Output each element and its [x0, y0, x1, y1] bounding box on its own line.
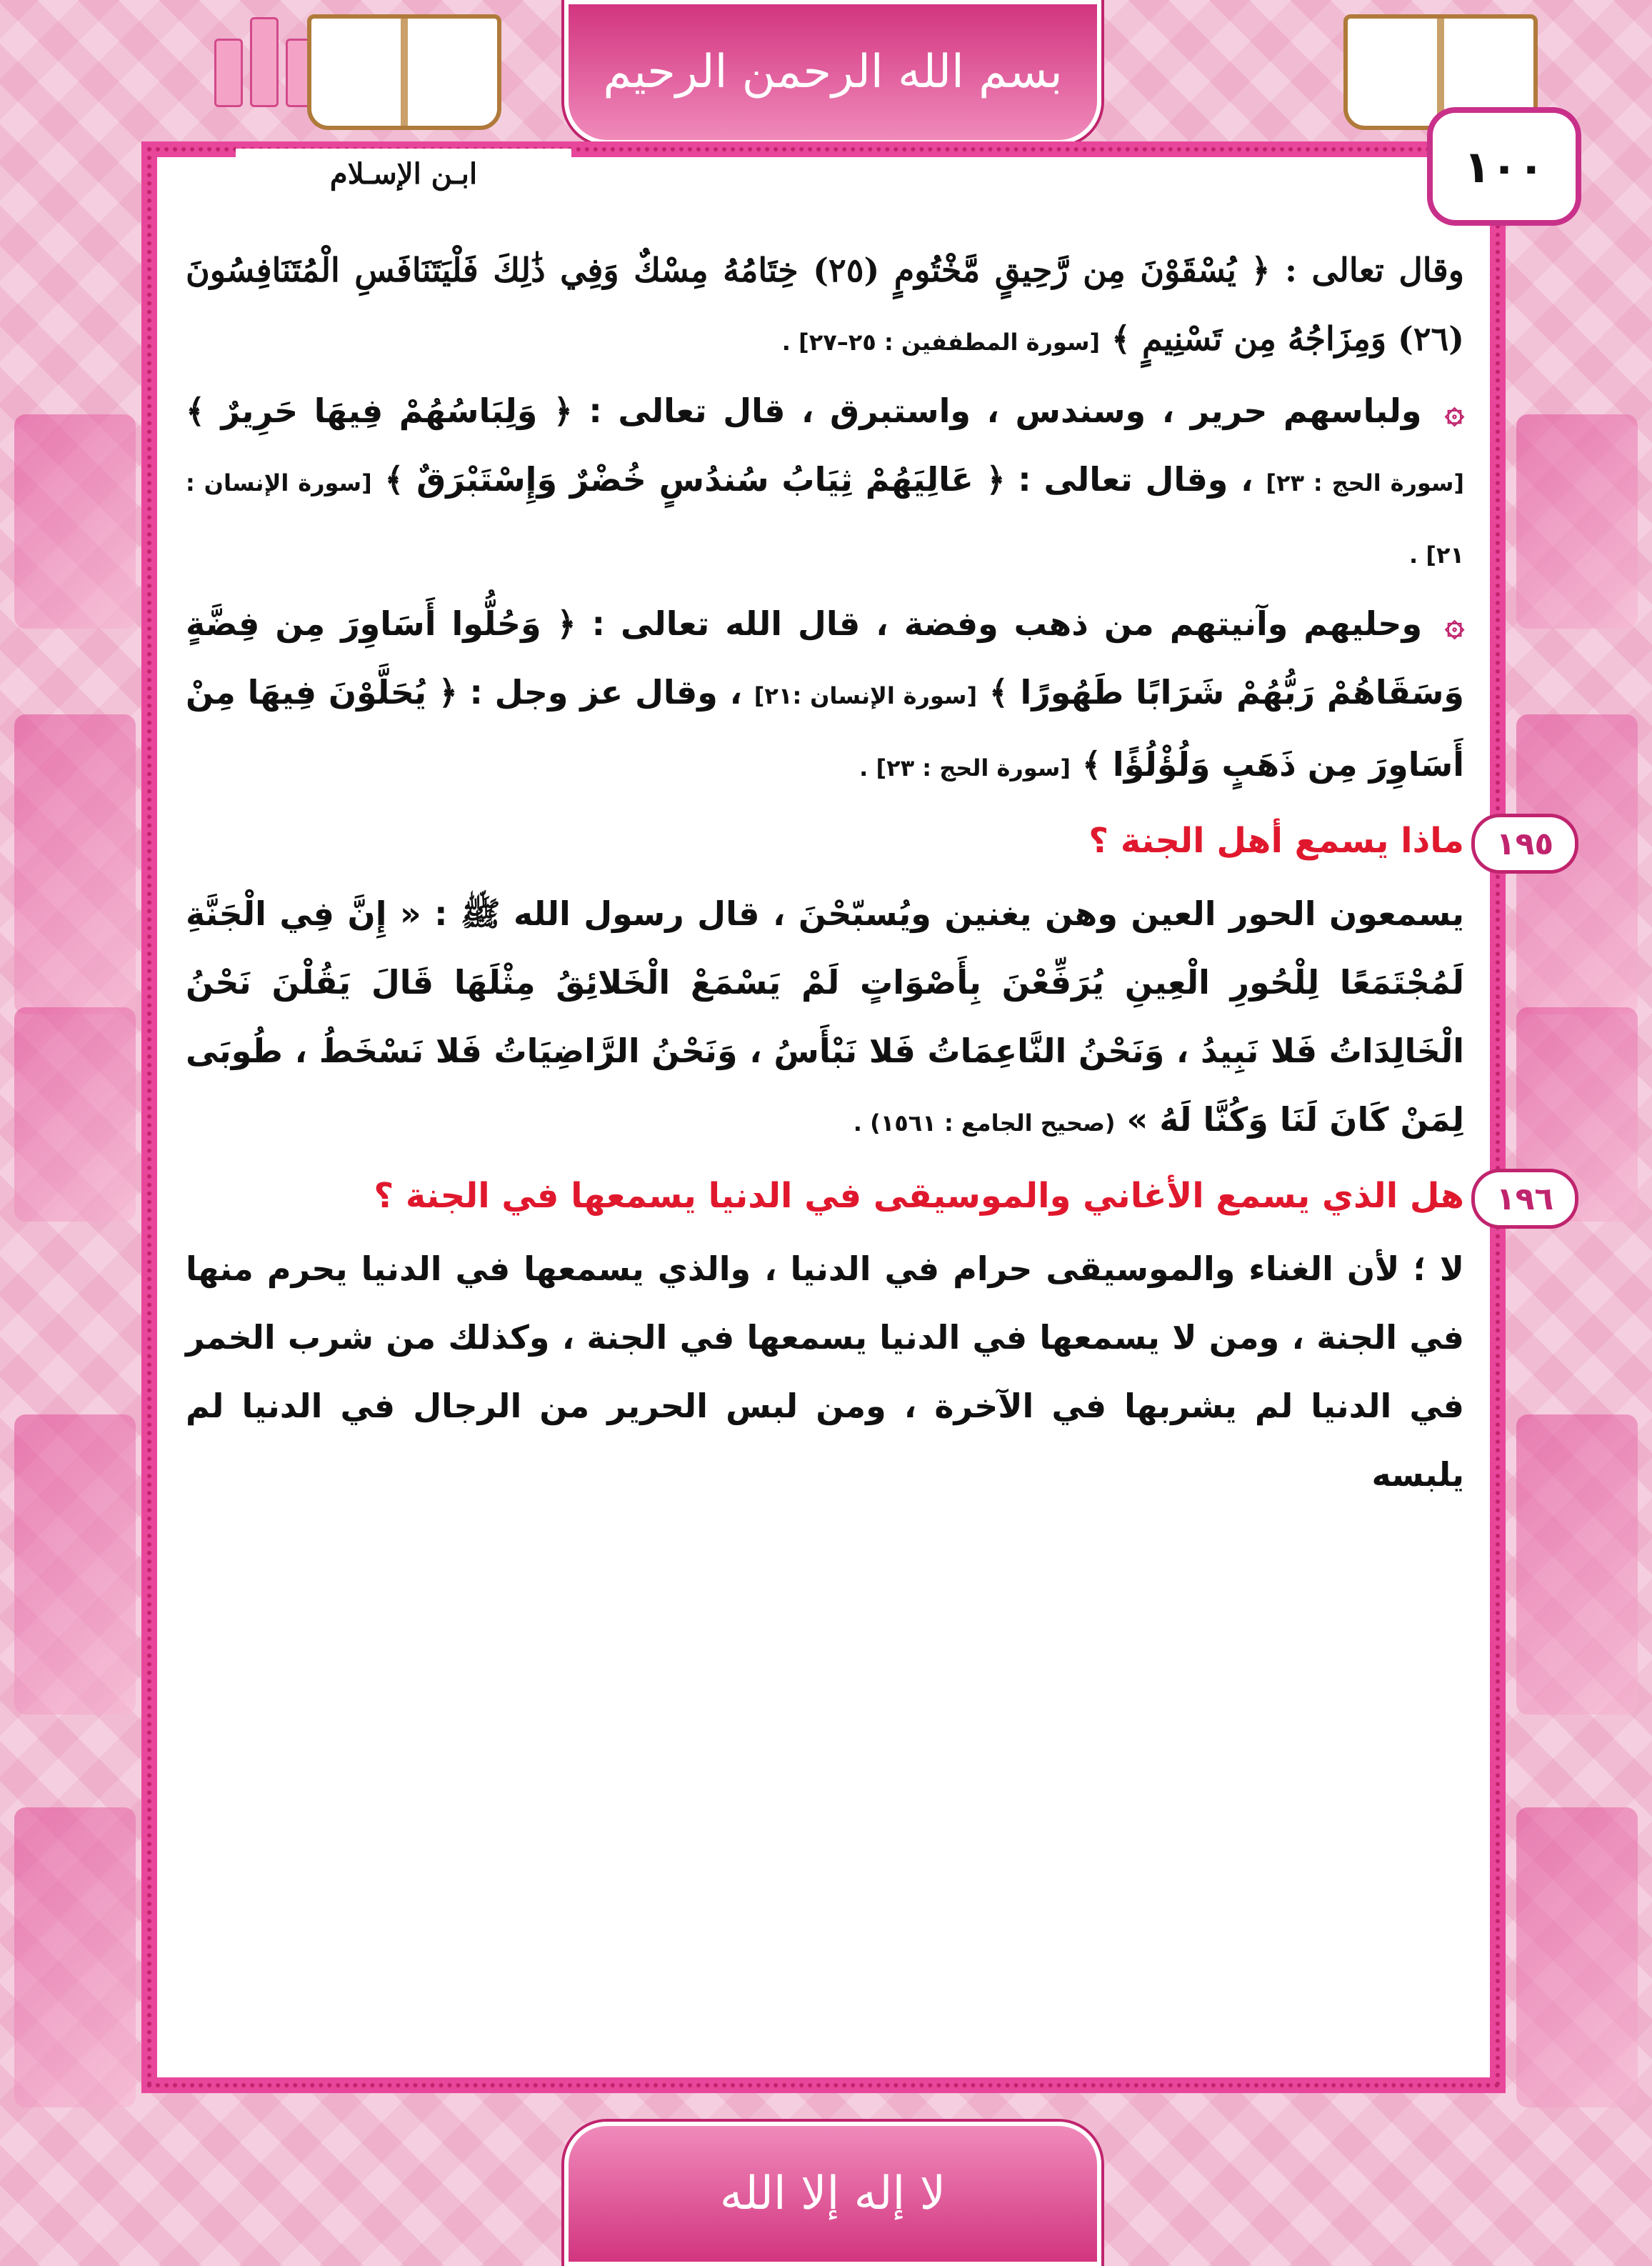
verse-reference: [سورة الإنسان : ٢١] .	[186, 469, 1464, 569]
basmala-text: بسم الله الرحمن الرحيم	[603, 46, 1063, 99]
ornaments-text-2: ، وقال عز وجل : ﴿ يُحَلَّوْنَ فِيهَا مِنْ أَسَاوِرَ مِن ذَهَبٍ وَلُؤْلُؤًا ﴾	[186, 673, 1464, 784]
ornament-bullet-icon: ۞	[1445, 391, 1464, 430]
calligraphy-medallion-right	[1516, 414, 1638, 629]
answer-196	[186, 1234, 1464, 1509]
mosque-image-left	[14, 1807, 136, 2107]
basmala-banner	[564, 0, 1101, 144]
question-number-badge: ١٩٥	[1471, 814, 1578, 874]
open-book-icon	[307, 14, 501, 130]
ornament-bullet-icon: ۞	[1445, 604, 1465, 643]
answer-text: لا ؛ لأن الغناء والموسيقى حرام في الدنيا ، والذي يسمعها في الدنيا يحرم منها في الجنة ، ومن لا يسمعها في الدنيا يسمعها في الجنة ، وكذلك من شرب الخمر في الدنيا لم يشربها في الآخرة ، ومن لبس الحرير من الرجال في الدنيا لم يلبسه	[186, 1249, 1464, 1494]
verse-reference: [سورة المطففين : ٢٥–٢٧] .	[781, 329, 1101, 356]
question-heading-195	[186, 807, 1554, 875]
verse-reference: [سورة الإنسان :٢١]	[754, 682, 978, 709]
clothing-text: ولباسهم حرير ، وسندس ، واستبرق ، قال تعالى : ﴿ وَلِبَاسُهُمْ فِيهَا حَرِيرٌ ﴾	[186, 391, 1422, 430]
verse-reference: [سورة الحج : ٢٣]	[1266, 469, 1465, 496]
running-head: ابـن الإسـلام	[236, 149, 571, 199]
ornaments-text: وحليهم وآنيتهم من ذهب وفضة ، قال الله تعالى : ﴿ وَحُلُّوا أَسَاوِرَ مِن فِضَّةٍ وَسَقَاهُمْ رَبُّهُمْ شَرَابًا طَهُورًا ﴾	[186, 604, 1465, 712]
verse-text: وقال تعالى : ﴿ يُسْقَوْنَ مِن رَّحِيقٍ مَّخْتُومٍ (٢٥) خِتَامُهُ مِسْكٌ وَفِي ذَٰلِكَ فَلْيَتَنَافَسِ الْمُتَنَافِسُونَ (٢٦) وَمِزَاجُهُ مِن تَسْنِيمٍ ﴾	[186, 251, 1464, 358]
question-number-badge: ١٩٦	[1471, 1169, 1578, 1229]
tawhid-banner	[564, 2122, 1101, 2266]
right-decorative-panel	[1502, 271, 1652, 2215]
calligraphy-panel-left-2	[14, 1414, 136, 1715]
answer-195	[186, 879, 1464, 1157]
page-number: ١٠٠	[1427, 107, 1581, 226]
calligraphy-panel-left	[14, 714, 136, 1014]
clothing-text-2: ، وقال تعالى : ﴿ عَالِيَهُمْ ثِيَابُ سُندُسٍ خُضْرٌ وَإِسْتَبْرَقٌ ﴾	[384, 460, 1253, 499]
candles-icon	[214, 14, 314, 107]
paragraph-clothing	[186, 376, 1464, 589]
question-title: ماذا يسمع أهل الجنة ؟	[1088, 821, 1464, 861]
question-title: هل الذي يسمع الأغاني والموسيقى في الدنيا يسمعها في الجنة ؟	[374, 1176, 1464, 1216]
calligraphy-panel-right-2	[1516, 1414, 1638, 1715]
tawhid-text: لا إله إلا الله	[719, 2167, 946, 2220]
left-decorative-panel	[0, 271, 150, 2215]
page-content	[186, 236, 1554, 1509]
paragraph-ornaments	[186, 589, 1464, 802]
paragraph-sealed-wine	[186, 236, 1464, 376]
mosque-image-right	[1516, 1807, 1638, 2107]
calligraphy-medallion-left	[14, 414, 136, 629]
answer-text: يسمعون الحور العين وهن يغنين ويُسبّحْنَ ، قال رسول الله ﷺ : « إِنَّ فِي الْجَنَّةِ لَمُجْتَمَعًا لِلْحُورِ الْعِينِ يُرَفِّعْنَ بِأَصْوَاتٍ لَمْ يَسْمَعْ الْخَلائِقُ مِثْلَهَا قَالَ يَقُلْنَ نَحْنُ الْخَالِدَاتُ فَلا نَبِيدُ ، وَنَحْنُ النَّاعِمَاتُ فَلا نَبْأَسُ ، وَنَحْنُ الرَّاضِيَاتُ فَلا نَسْخَطُ ، طُوبَى لِمَنْ كَانَ لَنَا وَكُنَّا لَهُ »	[186, 894, 1464, 1139]
kaaba-image-left	[14, 1007, 136, 1222]
question-heading-196	[186, 1162, 1554, 1230]
verse-reference: [سورة الحج : ٢٣] .	[859, 754, 1071, 782]
hadith-reference: (صحيح الجامع : ١٥٦١) .	[853, 1109, 1116, 1137]
